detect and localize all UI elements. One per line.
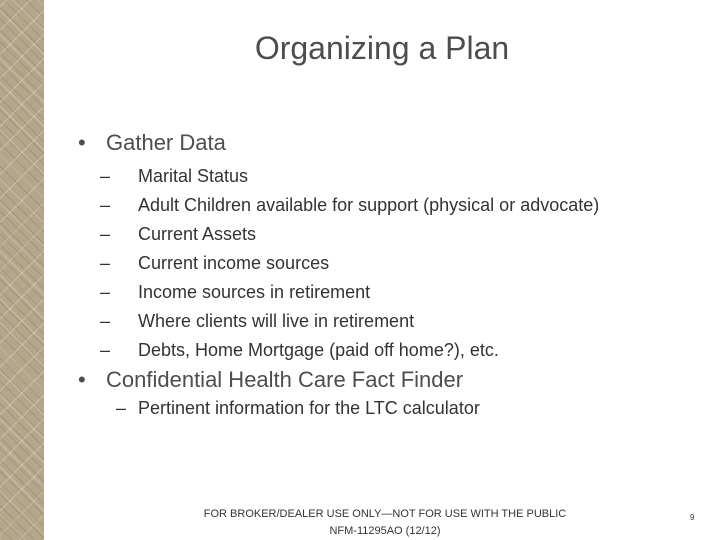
list-item-text: Income sources in retirement: [138, 282, 371, 302]
slide-title: Organizing a Plan: [254, 30, 510, 66]
list-item-text: Where clients will live in retirement: [138, 311, 415, 331]
list-item-text: Marital Status: [138, 166, 249, 186]
page-number: 9: [690, 513, 695, 522]
bullet-label: Confidential Health Care Fact Finder: [106, 367, 464, 392]
list-item: [100, 280, 599, 309]
dash-marker: –: [100, 253, 111, 273]
bullet-gather-data: [78, 130, 226, 156]
list-item: [100, 193, 599, 222]
footer-disclaimer: [170, 506, 600, 540]
decorative-sidebar-pattern: [0, 0, 44, 540]
footer-line-1: FOR BROKER/DEALER USE ONLY—NOT FOR USE WITH THE PUBLIC: [203, 508, 567, 520]
list-item: [100, 164, 599, 193]
dash-marker: –: [100, 311, 111, 331]
list-item: [100, 222, 599, 251]
list-item-text: Adult Children available for support (physical or advocate): [138, 195, 600, 215]
list-item-text: Debts, Home Mortgage (paid off home?), etc.: [138, 340, 499, 360]
list-item-text: Current Assets: [138, 224, 257, 244]
footer-line-2: NFM-11295AO (12/12): [329, 525, 441, 537]
list-item: [116, 398, 480, 419]
dash-marker: –: [100, 195, 111, 215]
list-item: [100, 309, 599, 338]
bullet-label: Gather Data: [106, 130, 226, 155]
list-item: [100, 338, 599, 367]
list-item-text: Pertinent information for the LTC calculator: [138, 398, 480, 418]
bullet-marker: •: [78, 130, 86, 155]
bullet-marker: •: [78, 367, 86, 392]
dash-marker: –: [100, 224, 111, 244]
list-item: [100, 251, 599, 280]
dash-marker: –: [116, 398, 127, 418]
dash-marker: –: [100, 282, 111, 302]
gather-data-list: [100, 164, 599, 367]
bullet-fact-finder: [78, 367, 463, 393]
dash-marker: –: [100, 340, 111, 360]
list-item-text: Current income sources: [138, 253, 330, 273]
dash-marker: –: [100, 166, 111, 186]
